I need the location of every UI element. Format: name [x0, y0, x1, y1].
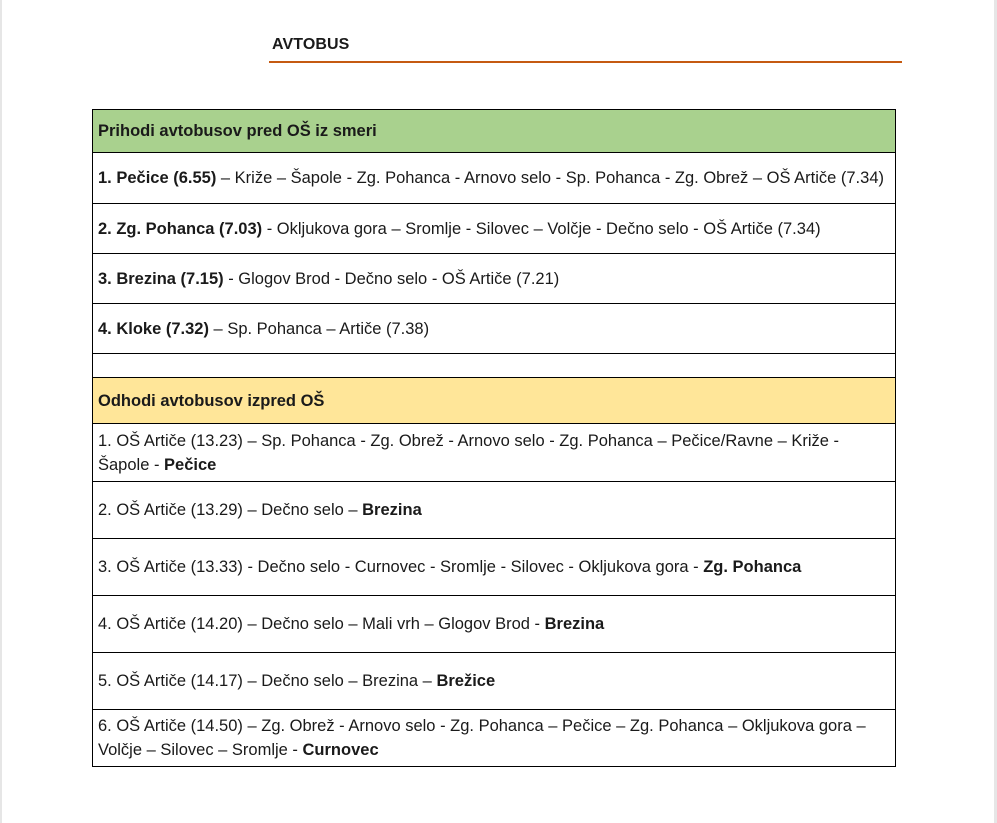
departure-route: 4. OŠ Artiče (14.20) – Dečno selo – Mali vrh – Glogov Brod - — [98, 615, 545, 633]
arrival-route: - Glogov Brod - Dečno selo - OŠ Artiče (7.21) — [223, 269, 560, 288]
departure-cell — [93, 596, 896, 653]
departure-row — [93, 710, 896, 767]
departures-header: Odhodi avtobusov izpred OŠ — [93, 378, 896, 424]
arrival-cell — [93, 153, 896, 204]
arrival-cell — [93, 254, 896, 304]
arrival-route: – Križe – Šapole - Zg. Pohanca - Arnovo selo - Sp. Pohanca - Zg. Obrež – OŠ Artiče (7.34) — [216, 169, 884, 187]
page-title: AVTOBUS — [272, 36, 350, 53]
departure-route: 5. OŠ Artiče (14.17) – Dečno selo – Brezina – — [98, 672, 437, 690]
departure-cell — [93, 482, 896, 539]
arrival-row — [93, 304, 896, 354]
arrival-start: 4. Kloke (7.32) — [98, 319, 209, 338]
arrival-cell — [93, 304, 896, 354]
spacer-row — [93, 354, 896, 378]
departure-destination: Curnovec — [302, 741, 379, 759]
departure-route: 6. OŠ Artiče (14.50) – Zg. Obrež - Arnovo selo - Zg. Pohanca – Pečice – Zg. Pohanca – Okljukova gora – Volčje – Silovec – Sromlje - — [98, 717, 866, 759]
departures-header-row — [93, 378, 896, 424]
departure-row — [93, 596, 896, 653]
departure-destination: Brezina — [544, 615, 605, 633]
arrival-route: - Okljukova gora – Sromlje - Silovec – Volčje - Dečno selo - OŠ Artiče (7.34) — [262, 219, 821, 238]
departure-cell — [93, 424, 896, 482]
title-underline — [269, 61, 902, 63]
departure-route: 1. OŠ Artiče (13.23) – Sp. Pohanca - Zg. Obrež - Arnovo selo - Zg. Pohanca – Pečice/Ravne – Križe - Šapole - — [98, 431, 840, 474]
spacer-cell — [93, 354, 896, 378]
arrival-row — [93, 204, 896, 254]
arrival-start: 1. Pečice (6.55) — [98, 169, 217, 187]
departure-row — [93, 482, 896, 539]
bus-schedule-table — [92, 109, 896, 767]
departure-cell — [93, 710, 896, 767]
departure-destination: Brezina — [362, 501, 422, 519]
departure-destination: Brežice — [436, 672, 496, 690]
departure-route: 3. OŠ Artiče (13.33) - Dečno selo - Curnovec - Sromlje - Silovec - Okljukova gora - — [98, 558, 704, 576]
arrival-start: 3. Brezina (7.15) — [98, 269, 224, 288]
departure-destination: Zg. Pohanca — [703, 558, 802, 576]
arrival-start: 2. Zg. Pohanca (7.03) — [98, 219, 263, 238]
arrival-row — [93, 254, 896, 304]
page-edge-left — [0, 0, 2, 823]
departure-cell — [93, 653, 896, 710]
arrivals-header-row — [93, 110, 896, 153]
departure-row — [93, 653, 896, 710]
departure-route: 2. OŠ Artiče (13.29) – Dečno selo – — [98, 501, 363, 519]
departure-destination: Pečice — [164, 455, 217, 474]
arrivals-header: Prihodi avtobusov pred OŠ iz smeri — [93, 110, 896, 153]
departure-cell — [93, 539, 896, 596]
arrival-row — [93, 153, 896, 204]
arrival-cell — [93, 204, 896, 254]
departure-row — [93, 539, 896, 596]
departure-row — [93, 424, 896, 482]
arrival-route: – Sp. Pohanca – Artiče (7.38) — [208, 319, 430, 338]
